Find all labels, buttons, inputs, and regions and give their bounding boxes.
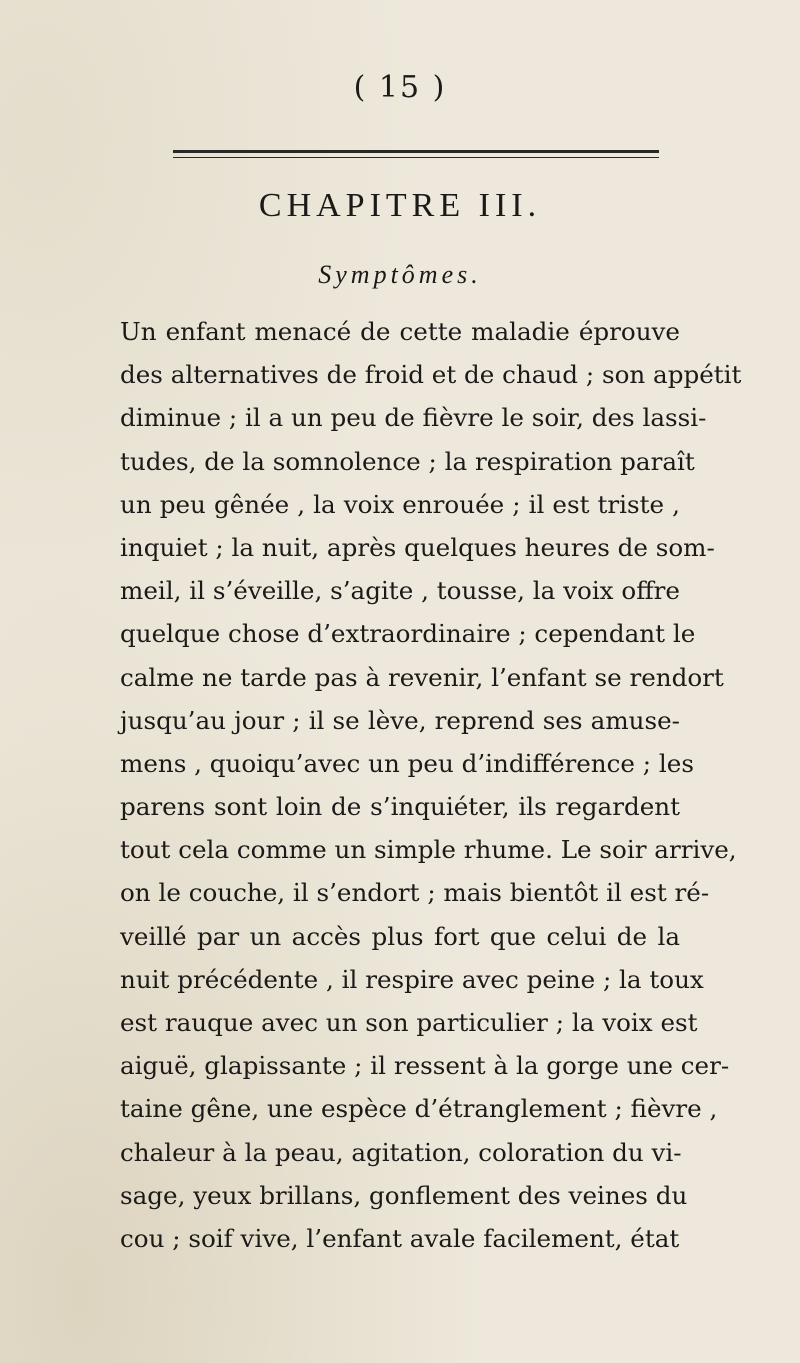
text-line: un peu gênée , la voix enrouée ; il est triste , xyxy=(120,489,680,519)
text-line: quelque chose d’extraordinaire ; cependant le xyxy=(120,619,696,649)
header-rule-thick xyxy=(173,150,659,153)
text-line: Un enfant menacé de cette maladie éprouve xyxy=(120,317,680,346)
text-line: veillé par un accès plus fort que celui de la xyxy=(120,921,680,951)
text-line: des alternatives de froid et de chaud ; son appétit xyxy=(120,360,742,390)
text-line: tout cela comme un simple rhume. Le soir arrive, xyxy=(120,835,737,865)
text-line: mens , quoiqu’avec un peu d’indifférence ; les xyxy=(120,748,694,778)
text-line: aiguë, glapissante ; il ressent à la gorge une cer- xyxy=(120,1051,730,1081)
page-number: ( 15 ) xyxy=(353,70,447,105)
text-line: chaleur à la peau, agitation, coloration du vi- xyxy=(120,1137,682,1167)
text-line: meil, il s’éveille, s’agite , tousse, la voix offre xyxy=(120,576,680,606)
text-line: tudes, de la somnolence ; la respiration paraît xyxy=(120,446,695,476)
text-line: taine gêne, une espèce d’étranglement ; fièvre , xyxy=(120,1094,718,1124)
text-line: on le couche, il s’endort ; mais bientôt il est ré- xyxy=(120,878,710,908)
text-line: est rauque avec un son particulier ; la voix est xyxy=(120,1008,698,1037)
header-rule-thin xyxy=(173,157,659,158)
body-text xyxy=(120,310,742,1260)
text-line: nuit précédente , il respire avec peine ; la toux xyxy=(120,964,704,994)
text-line: calme ne tarde pas à revenir, l’enfant se rendort xyxy=(120,662,724,692)
text-line: inquiet ; la nuit, après quelques heures de som- xyxy=(120,532,715,562)
section-title: Symptômes. xyxy=(318,260,482,289)
text-line: sage, yeux brillans, gonflement des veines du xyxy=(120,1180,688,1210)
text-line: jusqu’au jour ; il se lève, reprend ses amuse- xyxy=(120,705,680,735)
text-line: cou ; soif vive, l’enfant avale facilement, état xyxy=(120,1223,680,1253)
chapter-title: CHAPITRE III. xyxy=(258,187,542,224)
text-line: parens sont loin de s’inquiéter, ils regardent xyxy=(120,792,680,822)
text-line: diminue ; il a un peu de fièvre le soir, des lassi- xyxy=(120,403,707,433)
